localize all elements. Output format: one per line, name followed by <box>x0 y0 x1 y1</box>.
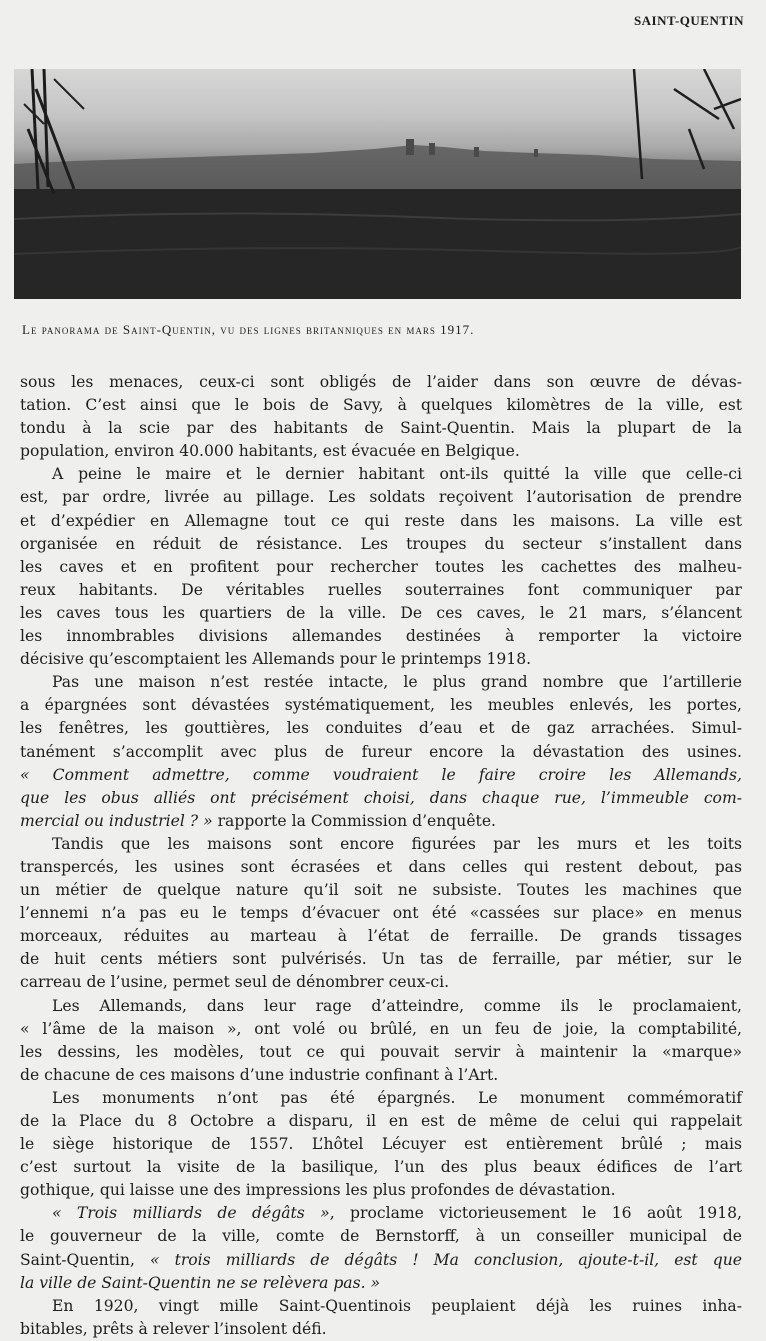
text-run: tation. C’est ainsi que le bois de Savy, à quelques kilomètres de la ville, est <box>20 396 742 415</box>
text-line <box>20 1087 742 1110</box>
italic-text-run: « Trois milliards de dégâts » <box>52 1204 330 1223</box>
text-run: l’ennemi n’a pas eu le temps d’évacuer ont été «cassées sur place» en menus <box>20 904 742 923</box>
figure-caption: Le panorama de Saint-Quentin, vu des lignes britanniques en mars 1917. <box>22 322 475 337</box>
text-run: les caves et en profitent pour rechercher toutes les cachettes des malheu- <box>20 557 742 576</box>
text-run: sous les menaces, ceux-ci sont obligés de l’aider dans son œuvre de dévas- <box>20 373 742 391</box>
text-line <box>20 925 742 948</box>
text-line <box>20 1318 742 1341</box>
text-run: les innombrables divisions allemandes destinées à remporter la victoire <box>20 627 742 646</box>
text-line <box>20 1202 742 1225</box>
text-run: , proclame victorieusement le 16 août 1918, <box>329 1204 742 1223</box>
text-line <box>20 463 742 486</box>
text-line <box>20 856 742 879</box>
paragraph <box>20 995 742 1087</box>
text-run: tondu à la scie par des habitants de Saint-Quentin. Mais la plupart de la <box>20 419 742 438</box>
text-run: morceaux, réduites au marteau à l’état de ferraille. De grands tissages <box>20 927 742 946</box>
text-run: population, environ 40.000 habitants, est évacuée en Belgique. <box>20 442 520 461</box>
text-run: « l’âme de la maison », ont volé ou brûlé, en un feu de joie, la comptabilité, <box>20 1019 742 1038</box>
italic-text-run: « trois milliards de dégâts ! Ma conclusion, ajoute-t-il, est que <box>149 1250 743 1269</box>
text-line <box>20 1179 742 1202</box>
text-run: gothique, qui laisse une des impressions les plus profondes de dévastation. <box>20 1181 616 1200</box>
text-line <box>20 879 742 902</box>
text-line <box>20 971 742 994</box>
text-run: reux habitants. De véritables ruelles souterraines font communiquer par <box>20 580 742 599</box>
text-line <box>20 486 742 509</box>
text-run: Les monuments n’ont pas été épargnés. Le monument commémoratif <box>52 1088 742 1107</box>
article-body <box>20 371 742 1341</box>
paragraph <box>20 463 742 671</box>
panorama-photograph-drawing <box>14 69 741 299</box>
text-run: Pas une maison n’est restée intacte, le plus grand nombre que l’artillerie <box>52 673 742 692</box>
text-line <box>20 1295 742 1318</box>
italic-text-run: que les obus alliés ont précisément choisi, dans chaque rue, l’immeuble com- <box>20 788 742 807</box>
text-line <box>20 1133 742 1156</box>
text-run: de la Place du 8 Octobre a disparu, il en est de même de celui qui rappelait <box>20 1112 742 1130</box>
paragraph <box>20 833 742 995</box>
text-line <box>20 602 742 625</box>
text-run: les dessins, les modèles, tout ce qui pouvait servir à maintenir la «marque» <box>20 1042 742 1061</box>
italic-text-run: mercial ou industriel ? » <box>20 811 213 830</box>
paragraph <box>20 1202 742 1294</box>
paragraph <box>20 371 742 463</box>
text-run: Tandis que les maisons sont encore figurées par les murs et les toits <box>52 834 742 853</box>
text-run: A peine le maire et le dernier habitant ont-ils quitté la ville que celle-ci <box>52 465 742 484</box>
text-run: les fenêtres, les gouttières, les conduites d’eau et de gaz arrachées. Simul- <box>20 719 742 738</box>
text-run: est, par ordre, livrée au pillage. Les soldats reçoivent l’autorisation de prendre <box>20 488 742 507</box>
text-line <box>20 995 742 1018</box>
italic-text-run: « Comment admettre, comme voudraient le faire croire les Allemands, <box>20 765 742 784</box>
text-line <box>20 1272 742 1295</box>
text-run: carreau de l’usine, permet seul de dénombrer ceux-ci. <box>20 973 450 992</box>
text-run: et d’expédier en Allemagne tout ce qui reste dans les maisons. La ville est <box>20 511 742 530</box>
text-line <box>20 579 742 602</box>
text-run: un métier de quelque nature qu’il soit ne subsiste. Toutes les machines que <box>20 881 742 900</box>
text-line <box>20 556 742 579</box>
text-line <box>20 394 742 417</box>
running-header: SAINT-QUENTIN <box>633 13 744 28</box>
paragraph <box>20 1087 742 1202</box>
text-line <box>20 1110 742 1133</box>
text-line <box>20 1249 742 1272</box>
text-run: Les Allemands, dans leur rage d’atteindre, comme ils le proclamaient, <box>52 996 742 1015</box>
text-run: rapporte la Commission d’enquête. <box>212 811 497 830</box>
text-line <box>20 1225 742 1248</box>
text-line <box>20 1041 742 1064</box>
text-line <box>20 810 742 833</box>
text-line <box>20 833 742 856</box>
text-line <box>20 417 742 440</box>
text-run: c’est surtout la visite de la basilique, l’un des plus beaux édifices de l’art <box>20 1158 742 1177</box>
text-run: décisive qu’escomptaient les Allemands pour le printemps 1918. <box>20 650 532 669</box>
text-line <box>20 902 742 925</box>
text-line <box>20 717 742 740</box>
text-run: tanément s’accomplit avec plus de fureur encore la dévastation des usines. <box>20 742 742 761</box>
text-line <box>20 371 742 394</box>
text-line <box>20 948 742 971</box>
paragraph <box>20 1295 742 1341</box>
text-run: le siège historique de 1557. L’hôtel Lécuyer est entièrement brûlé ; mais <box>20 1135 742 1154</box>
text-line <box>20 694 742 717</box>
text-line <box>20 625 742 648</box>
text-run: de chacune de ces maisons d’une industrie confinant à l’Art. <box>20 1065 499 1084</box>
text-line <box>20 764 742 787</box>
panorama-photograph <box>14 69 741 299</box>
text-line <box>20 440 742 463</box>
text-run: transpercés, les usines sont écrasées et dans celles qui restent debout, pas <box>20 857 742 876</box>
text-run: a épargnées sont dévastées systématiquement, les meubles enlevés, les portes, <box>20 696 742 715</box>
text-run: les caves tous les quartiers de la ville. De ces caves, le 21 mars, s’élancent <box>20 603 742 622</box>
paragraph <box>20 671 742 833</box>
text-line <box>20 1156 742 1179</box>
text-run: En 1920, vingt mille Saint-Quentinois peuplaient déjà les ruines inha- <box>52 1296 742 1315</box>
text-run: le gouverneur de la ville, comte de Bernstorff, à un conseiller municipal de <box>20 1227 742 1246</box>
text-line <box>20 648 742 671</box>
text-run: bitables, prêts à relever l’insolent défi. <box>20 1319 327 1338</box>
text-run: de huit cents métiers sont pulvérisés. Un tas de ferraille, par métier, sur le <box>20 950 742 969</box>
text-line <box>20 1018 742 1041</box>
text-run: Saint-Quentin, <box>20 1250 150 1269</box>
text-line <box>20 1064 742 1087</box>
italic-text-run: la ville de Saint-Quentin ne se relèvera pas. » <box>20 1273 381 1292</box>
text-line <box>20 741 742 764</box>
text-line <box>20 510 742 533</box>
text-run: organisée en réduit de résistance. Les troupes du secteur s’installent dans <box>20 534 742 553</box>
text-line <box>20 671 742 694</box>
text-line <box>20 787 742 810</box>
text-line <box>20 533 742 556</box>
